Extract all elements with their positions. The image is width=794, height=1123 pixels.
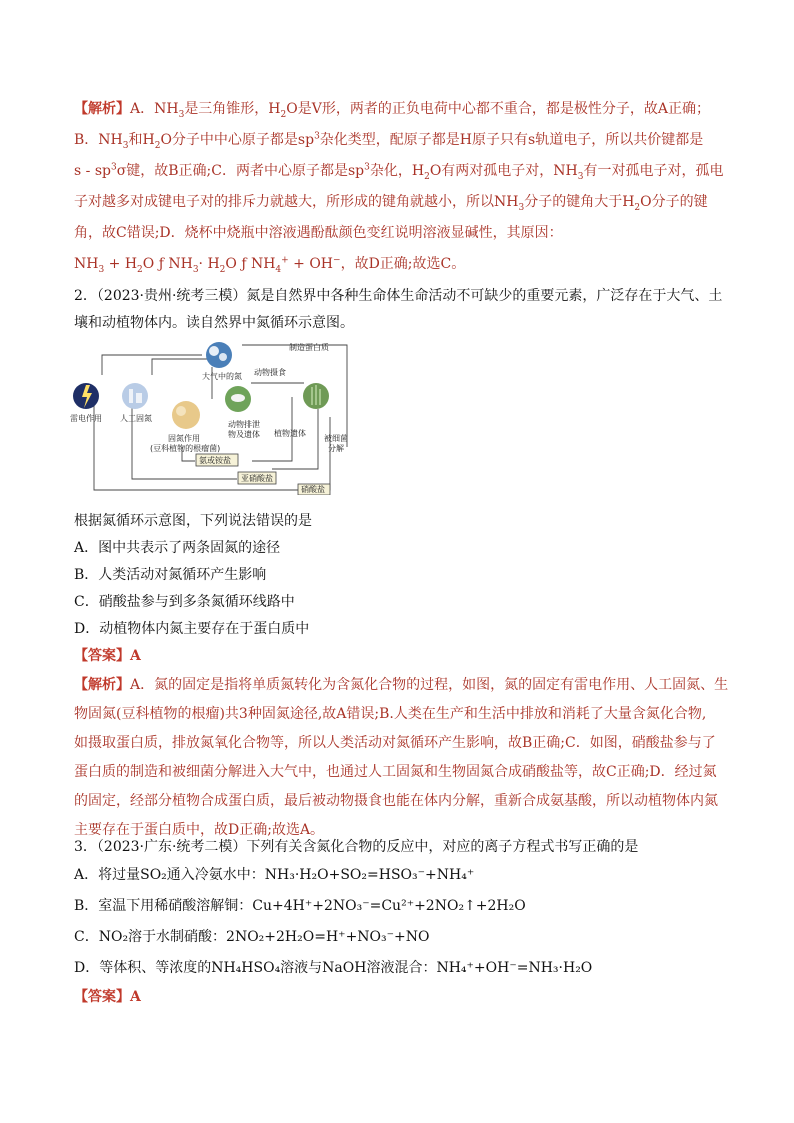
q2-stem-line-1: 2．（2023·贵州·统考三模）氮是自然界中各种生命体生命活动不可缺少的重要元素，广泛存在于大气、土 <box>74 288 723 304</box>
q1-analysis-line-3: s - $sp^3\sigma$键，故B正确;C．两者中心原子都是$sp^3$杂化，$H_2O$有两对孤电子对，$NH_3$有一对孤电子对，孤电 <box>74 162 724 182</box>
q2-question: 根据氮循环示意图，下列说法错误的是 <box>74 513 312 529</box>
root-nodule-icon <box>172 401 200 429</box>
q2-option-b: B．人类活动对氮循环产生影响 <box>74 567 267 583</box>
q3-option-a: A．将过量SO₂通入冷氨水中：NH₃·H₂O+SO₂=HSO₃⁻+NH₄⁺ <box>74 867 475 883</box>
q2-option-a: A．图中共表示了两条固氮的途径 <box>74 540 281 556</box>
q2-analysis-line-4: 蛋白质的制造和被细菌分解进入大气中，也通过人工固氮和生物固氮合成硝酸盐等，故C正确;D．经过氮 <box>74 764 717 780</box>
q3-stem: 3．（2023·广东·统考二模）下列有关含氮化合物的反应中，对应的离子方程式书写正确的是 <box>74 839 639 855</box>
q2-analysis-line-3: 如摄取蛋白质，排放氮氧化合物等，所以人类活动对氮循环产生影响，故B正确;C．如图，硝酸盐参与了 <box>74 735 716 751</box>
cycle-line-artificial <box>152 359 207 375</box>
atmosphere-icon-cloud <box>209 346 219 356</box>
nitrogen-cycle-diagram <box>62 337 352 495</box>
q1-analysis-line-2: B．$NH_3$和$H_2O$分子中中心原子都是$sp^3$杂化类型，配原子都是H原子只有s轨道电子，所以共价键都是 <box>74 131 704 151</box>
q3-option-c: C．NO₂溶于水制硝酸：2NO₂+2H₂O=H⁺+NO₃⁻+NO <box>74 929 430 945</box>
factory-building-icon <box>136 393 142 403</box>
label-nitrite: 亚硝酸盐 <box>241 474 273 483</box>
q1-analysis-line-1: 【解析】A．$NH_3$是三角锥形，$H_2O$是V形，两者的正负电荷中心都不重合，都是极性分子，故A正确； <box>74 101 710 120</box>
analysis-tag: 【解析】 <box>74 101 130 117</box>
label-bacteria-1: 被细菌 <box>324 434 348 443</box>
q3-option-b: B．室温下用稀硝酸溶解铜：Cu+4H⁺+2NO₃⁻=Cu²⁺+2NO₂↑+2H₂O <box>74 898 526 914</box>
factory-chimney-icon <box>129 389 133 403</box>
label-nitrate: 硝酸盐 <box>301 485 325 494</box>
label-bacteria-2: 分解 <box>328 444 344 453</box>
q1-analysis-line-4: 子对越多对成键电子对的排斥力就越大，所形成的键角就越小，所以$NH_3$分子的键角大于$H_2O$分子的键 <box>74 194 708 213</box>
q2-stem-line-2: 壤和动植物体内。读自然界中氮循环示意图。 <box>74 315 354 331</box>
q2-analysis-line-2: 物固氮(豆科植物的根瘤)共3种固氮途径,故A错误;B.人类在生产和生活中排放和消耗了大量含氮化合物, <box>74 706 707 722</box>
cycle-line-plant <box>272 409 318 469</box>
atmosphere-icon <box>206 342 232 368</box>
label-plant-remains: 植物遗体 <box>274 429 306 438</box>
label-artificial: 人工固氮 <box>120 414 152 423</box>
q2-answer: 【答案】A <box>74 648 141 664</box>
q3-option-d: D．等体积、等浓度的NH₄HSO₄溶液与NaOH溶液混合：NH₄⁺+OH⁻=NH₃·H₂O <box>74 960 593 976</box>
q2-option-d: D．动植物体内氮主要存在于蛋白质中 <box>74 621 310 637</box>
q2-analysis-line-6: 主要存在于蛋白质中，故D正确;故选A。 <box>74 822 325 838</box>
label-ammonia: 氨或铵盐 <box>199 456 231 465</box>
q2-analysis-line-5: 的固定，经部分植物合成蛋白质，最后被动物摄食也能在体内分解，重新合成氨基酸，所以动植物体内氮 <box>74 793 718 809</box>
q3-answer: 【答案】A <box>74 989 141 1005</box>
label-fixation-2: (豆科植物的根瘤菌) <box>150 444 221 453</box>
label-atmosphere: 大气中的氮 <box>202 372 242 381</box>
atmosphere-icon-cloud-2 <box>219 353 227 361</box>
q1-analysis-line-5: 角，故C错误;D．烧杯中烧瓶中溶液遇酚酞颜色变红说明溶液显碱性，其原因： <box>74 225 563 241</box>
label-animal-waste-2: 物及遗体 <box>228 430 260 439</box>
label-lightning: 雷电作用 <box>70 414 102 423</box>
root-nodule-icon-detail <box>176 406 186 416</box>
label-fixation-1: 固氮作用 <box>168 434 200 443</box>
q2-option-c: C．硝酸盐参与到多条氮循环线路中 <box>74 594 295 610</box>
q2-analysis-line-1: 【解析】A．氮的固定是指将单质氮转化为含氮化合物的过程，如图，氮的固定有雷电作用、人工固氮、生 <box>74 677 729 693</box>
label-animal-waste-1: 动物排泄 <box>228 420 260 429</box>
animal-body-icon <box>231 394 245 402</box>
q1-analysis-equation: $NH_3 + H_2O$ ƒ $NH_3\cdot H_2O$ ƒ $NH_4^+ + OH^-$，故D正确;故选C。 <box>74 255 466 275</box>
factory-icon <box>122 383 148 409</box>
label-make-protein: 制造蛋白质 <box>289 343 329 352</box>
label-animal-eat: 动物摄食 <box>254 368 286 377</box>
